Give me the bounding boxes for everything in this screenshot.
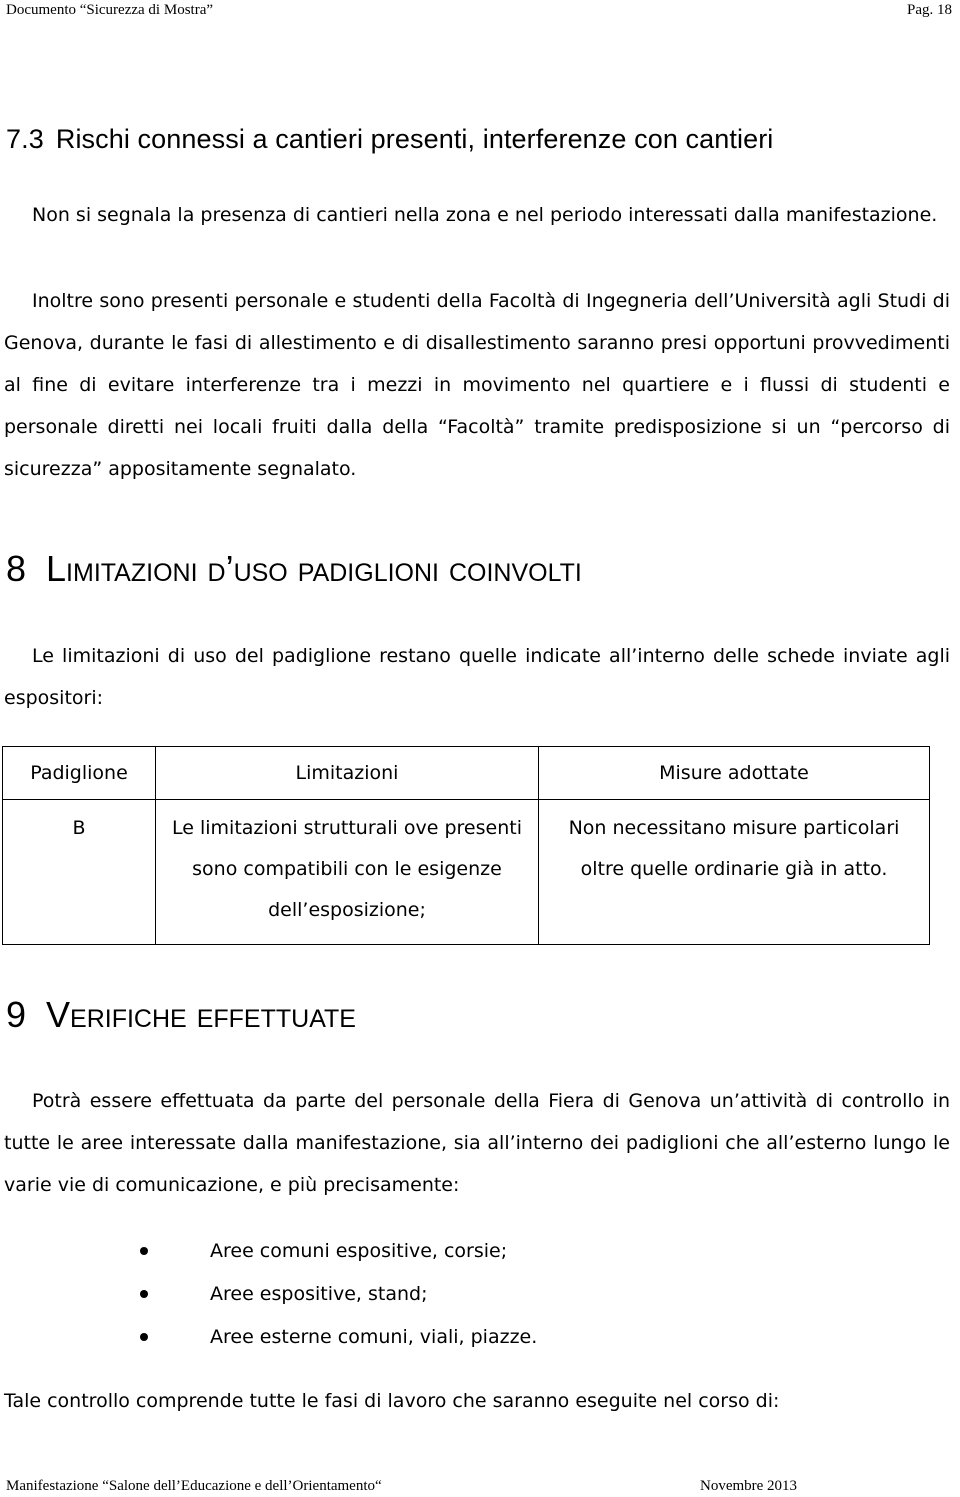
column-header-misure: Misure adottate	[539, 747, 930, 800]
footer-date: Novembre 2013	[700, 1478, 798, 1494]
footer-event: Manifestazione “Salone dell’Educazione e dell’Orientamento“	[6, 1478, 382, 1494]
column-header-limitazioni: Limitazioni	[156, 747, 539, 800]
section-9-closing: Tale controllo comprende tutte le fasi di lavoro che saranno eseguite nel corso di:	[4, 1390, 780, 1412]
areas-list	[140, 1230, 537, 1359]
page-header	[6, 2, 952, 26]
bullet-icon	[140, 1333, 148, 1341]
page-number: Pag. 18	[907, 2, 952, 18]
section-title: Limitazioni d’uso padiglioni coinvolti	[46, 548, 582, 589]
section-8-heading	[6, 548, 582, 590]
list-item: Aree espositive, stand;	[140, 1273, 537, 1316]
section-7-3-heading	[6, 124, 773, 155]
limitations-table	[2, 746, 930, 945]
section-7-3-paragraph-2: Inoltre sono presenti personale e studenti della Facoltà di Ingegneria dell’Università agli Studi di Genova, durante le fasi di allestimento e di disallestimento saranno presi opportuni provvedimenti al fine di evitare interferenze tra i mezzi in movimento nel quartiere e i flussi di studenti e personale diretti nei locali fruiti dalla della “Facoltà” tramite predisposizione si un “percorso di sicurezza” appositamente segnalato.	[4, 290, 950, 480]
section-7-3-paragraph-1: Non si segnala la presenza di cantieri nella zona e nel periodo interessati dalla manifestazione.	[32, 204, 938, 226]
bullet-icon	[140, 1247, 148, 1255]
cell-misure: Non necessitano misure particolari oltre quelle ordinarie già in atto.	[539, 800, 930, 945]
column-header-padiglione: Padiglione	[3, 747, 156, 800]
table-header-row	[3, 747, 930, 800]
section-9-heading	[6, 994, 356, 1036]
section-9-paragraph: Potrà essere effettuata da parte del personale della Fiera di Genova un’attività di controllo in tutte le aree interessate dalla manifestazione, sia all’interno dei padiglioni che all’esterno lungo le varie vie di comunicazione, e più precisamente:	[4, 1090, 950, 1196]
section-title: Verifiche effettuate	[46, 994, 356, 1035]
section-number: 9	[6, 994, 27, 1035]
section-title: Rischi connessi a cantieri presenti, interferenze con cantieri	[55, 124, 774, 154]
cell-limitazioni: Le limitazioni strutturali ove presenti sono compatibili con le esigenze dell’esposizione;	[156, 800, 539, 945]
list-item: Aree comuni espositive, corsie;	[140, 1230, 537, 1273]
section-number: 8	[6, 548, 27, 589]
section-number: 7.3	[6, 124, 44, 154]
list-item: Aree esterne comuni, viali, piazze.	[140, 1316, 537, 1359]
bullet-icon	[140, 1290, 148, 1298]
document-title: Documento “Sicurezza di Mostra”	[6, 2, 214, 18]
table-row	[3, 800, 930, 945]
cell-padiglione: B	[3, 800, 156, 945]
section-8-paragraph: Le limitazioni di uso del padiglione restano quelle indicate all’interno delle schede inviate agli espositori:	[4, 645, 950, 709]
